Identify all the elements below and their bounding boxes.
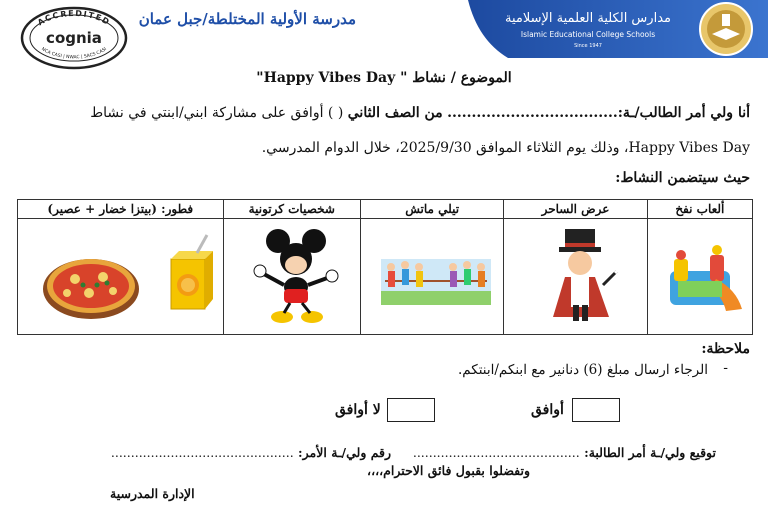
pizza-icon (43, 259, 139, 319)
disagree-label: لا أوافق (335, 402, 381, 418)
agree-checkbox[interactable] (572, 398, 620, 422)
school-administration: الإدارة المدرسية (110, 486, 195, 501)
juice-box-icon (171, 235, 213, 309)
banner-arabic-name: مدارس الكلية العلمية الإسلامية (505, 11, 671, 26)
phone-field[interactable]: .............................................. (110, 445, 294, 460)
tug-of-war-icon (369, 219, 503, 330)
signature-line (111, 445, 716, 460)
phone-label: رقم ولي/ـة الأمر: (298, 445, 392, 460)
accreditation-name: cognia (46, 29, 102, 47)
activity-header-telematch: تيلي ماتش (360, 200, 503, 219)
activity-header-cartoon: شخصيات كرتونية (223, 200, 360, 219)
activity-header-bouncy: ألعاب نفخ (647, 200, 752, 219)
grade-label: من الصف الثاني (347, 105, 443, 121)
activities-heading: حيث سيتضمن النشاط: (615, 170, 750, 186)
cognia-accreditation-logo (19, 6, 129, 70)
banner-since: Since 1947 (574, 43, 602, 49)
activity-header-breakfast: فطور: (بيتزا خضار + عصير) (18, 200, 224, 219)
note-heading: ملاحظة: (701, 341, 750, 357)
consent-line-2: Happy Vibes Day، وذلك يوم الثلاثاء الموافق 2025/9/30، خلال الدوام المدرسي. (261, 140, 750, 156)
note-dash: - (723, 360, 728, 376)
school-banner (468, 0, 768, 58)
magician-icon (513, 219, 647, 330)
activity-cell-telematch (360, 219, 503, 335)
agree-label: أوافق (531, 402, 564, 418)
school-name: مدرسة الأولية المختلطة/جبل عمان (138, 10, 356, 28)
activity-cell-magician (504, 219, 647, 335)
bouncy-castle-icon (656, 219, 752, 330)
activity-cell-bouncy (647, 219, 752, 335)
disagree-checkbox[interactable] (387, 398, 435, 422)
closing-text: وتفضلوا بقبول فائق الاحترام،،،، (367, 463, 530, 478)
cartoon-mouse-icon (232, 219, 360, 330)
document-title (0, 70, 768, 86)
banner-english-name: Islamic Educational College Schools (520, 30, 656, 39)
accreditation-top-text: ACCREDITED (36, 8, 112, 28)
activities-table (17, 199, 753, 335)
consent-line-1 (90, 105, 750, 121)
consent-statement: ( ) أوافق على مشاركة ابني/ابنتي في نشاط (90, 105, 344, 121)
note-text: الرجاء ارسال مبلغ (6) دنانير مع ابنكم/ابنتكم. (457, 362, 708, 378)
accreditation-bottom-text: NCA CASI | NWAC | SACS CASI (40, 47, 108, 61)
activity-header-magician: عرض الساحر (504, 200, 647, 219)
activity-cell-breakfast (18, 219, 224, 335)
pizza-juice-icon (27, 219, 223, 330)
signature-label: توقيع ولي/ـة أمر الطالبة: (584, 445, 716, 460)
signature-field[interactable]: .......................................... (412, 445, 580, 460)
title-text: الموضوع / نشاط " Happy Vibes Day" (256, 70, 512, 86)
guardian-student-label: أنا ولي أمر الطالب/ـة:................................... (447, 105, 750, 121)
school-emblem-icon (700, 3, 752, 55)
activity-cell-cartoon (223, 219, 360, 335)
